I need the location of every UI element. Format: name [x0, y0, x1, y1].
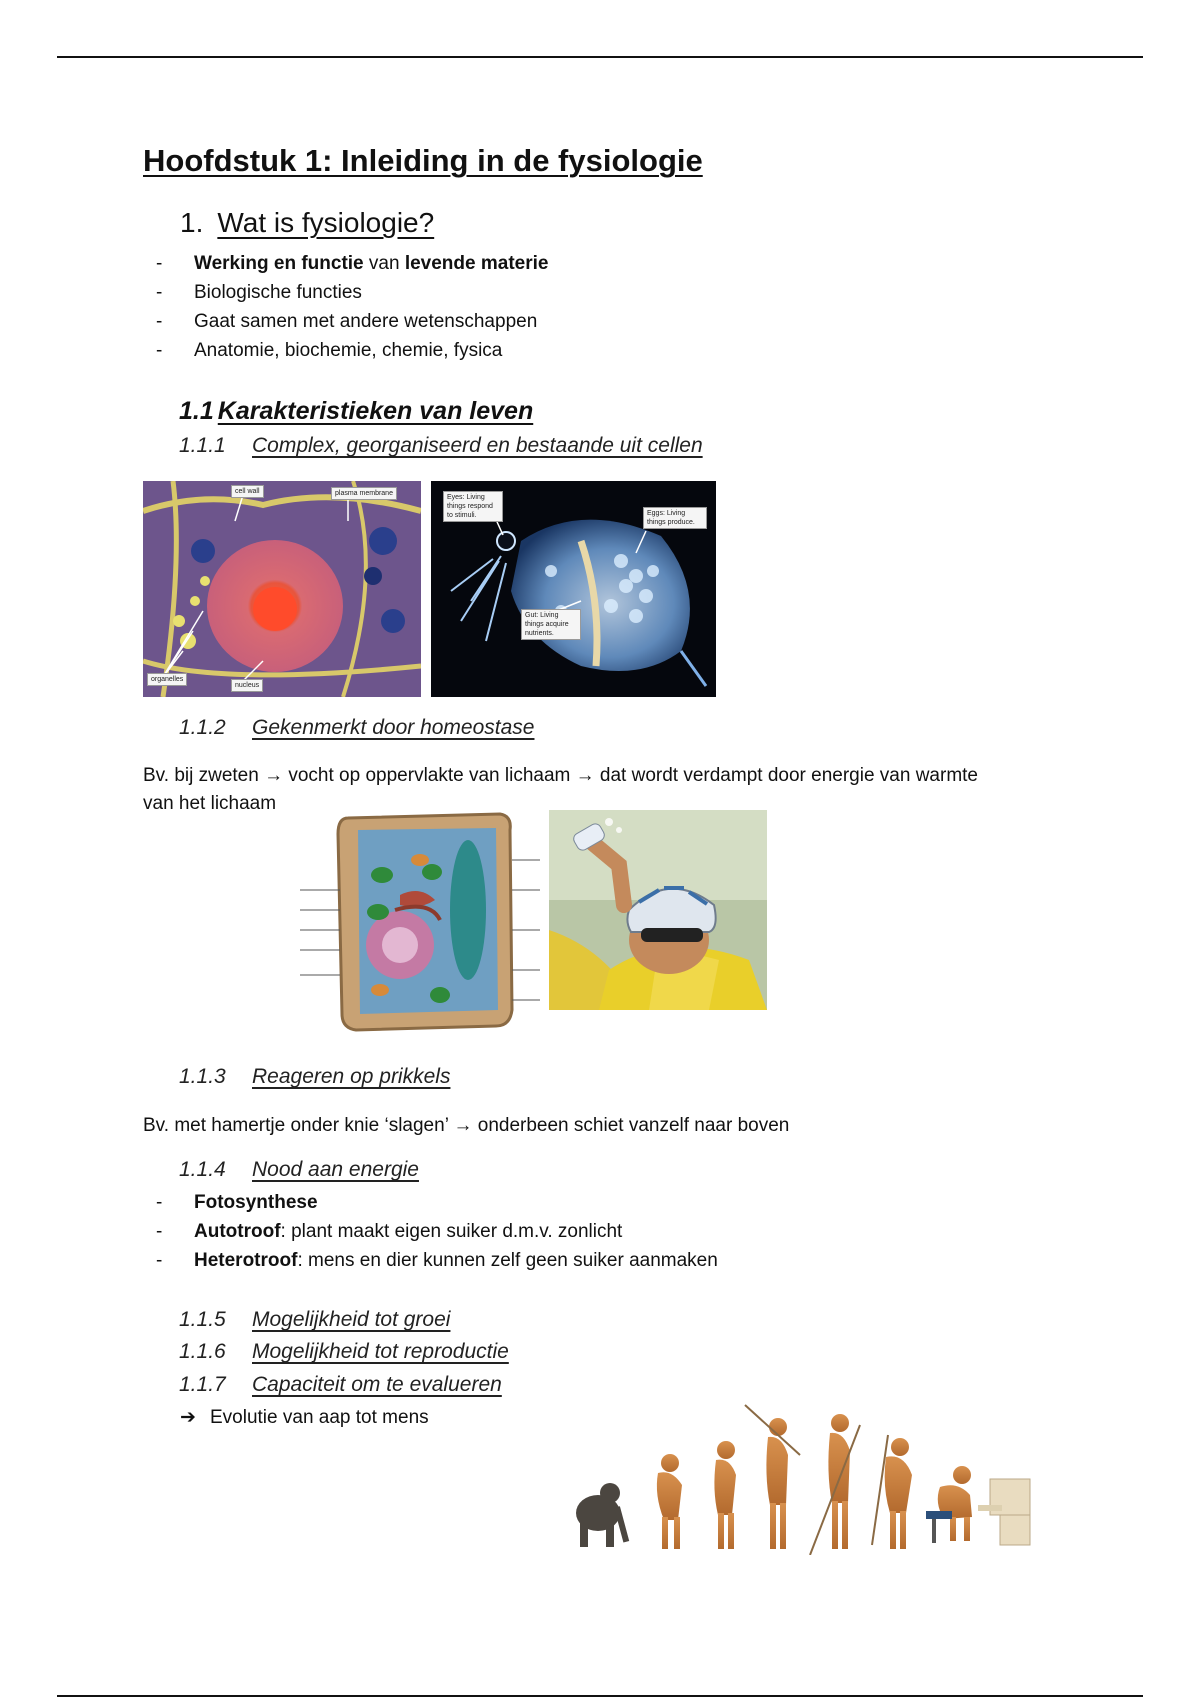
arrow-right-icon: ➔: [180, 1407, 196, 1428]
intro-bullet-list: [156, 249, 548, 365]
evolution-illustration-image: [560, 1395, 1060, 1555]
subsection-heading-1-1-6: 1.1.6 Mogelijkheid tot reproductie: [179, 1340, 509, 1363]
energie-bullet-list: [156, 1188, 718, 1275]
label-organelles: organelles: [147, 673, 187, 686]
section-heading-1: [180, 207, 434, 239]
subsection-heading-1-1-2: 1.1.2 Gekenmerkt door homeostase: [179, 716, 535, 739]
list-item: - Werking en functie van levende materie: [156, 253, 549, 274]
list-item: - Heterotroof: mens en dier kunnen zelf geen suiker aanmaken: [156, 1250, 718, 1271]
subsection-heading-1-1-5: 1.1.5 Mogelijkheid tot groei: [179, 1308, 451, 1331]
label-gut: Gut: Living things acquire nutrients.: [521, 609, 581, 640]
homeostase-example: Bv. bij zweten → vocht op oppervlakte van lichaam → dat wordt verdampt door energie van warmte van het lichaam: [143, 765, 978, 814]
page-title: Hoofdstuk 1: Inleiding in de fysiologie: [143, 143, 703, 178]
label-cell-wall: cell wall: [231, 485, 264, 498]
footer-rule: [57, 1695, 1143, 1697]
subsection-heading-1-1-4: 1.1.4 Nood aan energie: [179, 1158, 419, 1181]
subsection-heading-1-1-7: 1.1.7 Capaciteit om te evalueren: [179, 1373, 502, 1396]
header-rule: [57, 56, 1143, 58]
prikkels-example: Bv. met hamertje onder knie ‘slagen’ → onderbeen schiet vanzelf naar boven: [143, 1115, 790, 1136]
daphnia-image: [431, 481, 716, 697]
list-item: - Fotosynthese: [156, 1192, 318, 1213]
list-item: - Biologische functies: [156, 282, 362, 303]
section-title: Wat is fysiologie?: [217, 207, 435, 238]
list-item: - Gaat samen met andere wetenschappen: [156, 311, 538, 332]
label-plasma-membrane: plasma membrane: [331, 487, 397, 500]
evolutie-list: [180, 1403, 429, 1432]
cyclist-photo-image: [549, 810, 767, 1010]
subsection-heading-1-1-3: 1.1.3 Reageren op prikkels: [179, 1065, 451, 1088]
list-item: ➔ Evolutie van aap tot mens: [180, 1403, 429, 1432]
label-nucleus: nucleus: [231, 679, 263, 692]
cell-micrograph-image: [143, 481, 421, 697]
subsection-heading-1-1-1: 1.1.1 Complex, georganiseerd en bestaande uit cellen: [179, 434, 703, 457]
label-eyes: Eyes: Living things respond to stimuli.: [443, 491, 503, 522]
list-item: - Autotroof: plant maakt eigen suiker d.m.v. zonlicht: [156, 1221, 623, 1242]
section-heading-1-1: 1.1 Karakteristieken van leven: [179, 397, 534, 425]
label-eggs: Eggs: Living things produce.: [643, 507, 707, 529]
section-number: 1.: [180, 207, 204, 238]
plant-cell-diagram-image: [300, 800, 540, 1040]
list-item: - Anatomie, biochemie, chemie, fysica: [156, 340, 503, 361]
